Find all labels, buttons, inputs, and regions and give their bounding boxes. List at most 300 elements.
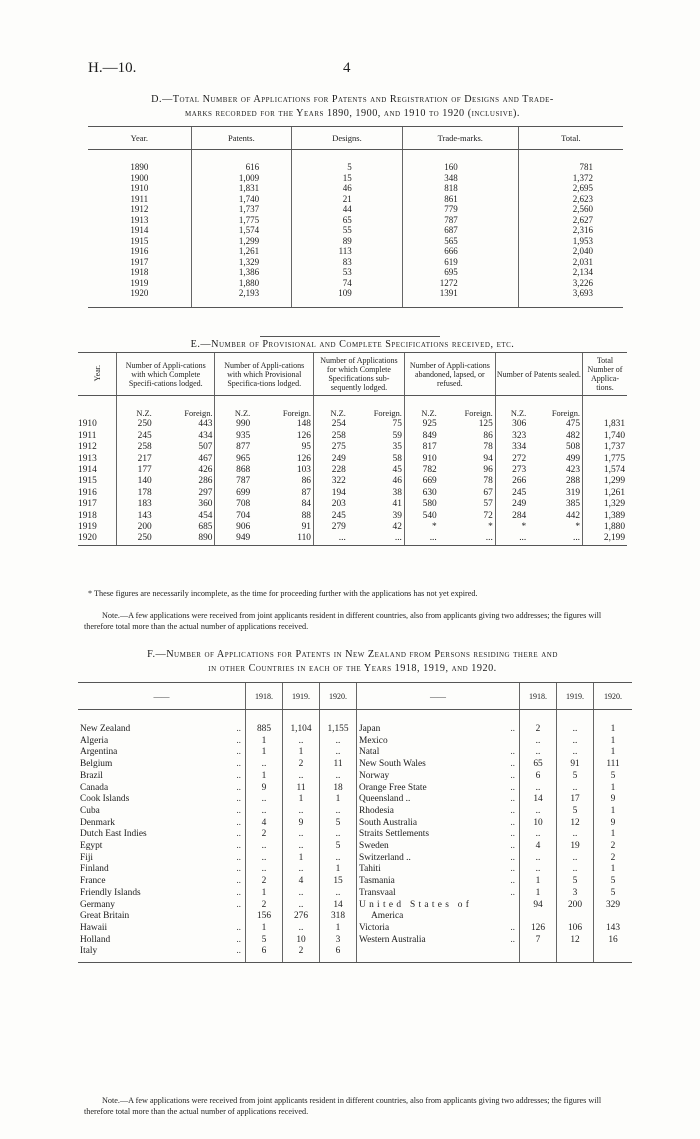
value-cell: 580 xyxy=(404,499,438,510)
value-cell: 1 xyxy=(594,710,633,736)
value-cell: 322 xyxy=(313,476,347,487)
value-cell: 817 xyxy=(404,442,438,453)
value-cell: 275 xyxy=(313,442,347,453)
leader-dots: .. xyxy=(236,852,241,863)
value-cell: ... xyxy=(348,533,405,545)
leader-dots xyxy=(223,911,246,923)
value-cell: 75 xyxy=(392,419,402,430)
leader-dots: .. xyxy=(236,782,241,793)
designs-cell: 21 xyxy=(292,194,403,205)
leader-dots: .. xyxy=(236,794,241,805)
section-e-note: Note.—A few applications were received from joint applicants resident in different countries, also from applicants giving two addresses; the figures will therefore total more than the actual number of applications received. xyxy=(84,611,602,631)
leader-dots: .. xyxy=(236,934,241,945)
table-row xyxy=(357,806,633,818)
value-cell: 12 xyxy=(557,818,594,830)
trademarks-cell: 779 xyxy=(402,204,518,215)
value-cell: 95 xyxy=(301,442,311,453)
col-sealed: Number of Patents sealed. xyxy=(495,353,582,396)
value-cell: 106 xyxy=(557,923,594,935)
value-cell: 910 xyxy=(404,454,438,465)
trademarks-cell: 861 xyxy=(402,194,518,205)
year-cell: 1910 xyxy=(130,183,149,193)
country-name: United States of xyxy=(359,899,473,910)
col-total-applications: Total Number of Applica-tions. xyxy=(583,353,628,396)
table-f-left-header xyxy=(78,683,356,710)
value-cell: 3 xyxy=(557,888,594,900)
leader-dots: .. xyxy=(236,817,241,828)
leader-dots: .. xyxy=(236,841,241,852)
table-row xyxy=(78,771,356,783)
value-cell: 1 xyxy=(246,888,283,900)
table-row xyxy=(357,923,633,935)
value-cell: 507 xyxy=(198,442,213,453)
value-cell: 475 xyxy=(565,419,580,430)
value-cell: .. xyxy=(520,829,557,841)
value-cell: 84 xyxy=(301,499,311,510)
table-row xyxy=(357,818,633,830)
total-cell: 2,031 xyxy=(518,257,623,268)
trademarks-cell: 348 xyxy=(402,173,518,184)
year-cell: 1913 xyxy=(78,453,97,464)
designs-cell: 15 xyxy=(292,173,403,184)
patents-cell: 1,386 xyxy=(191,267,292,278)
table-row xyxy=(78,511,627,522)
value-cell: .. xyxy=(283,888,320,900)
col-designs: Designs. xyxy=(292,127,403,150)
value-cell: * xyxy=(404,522,438,533)
table-row xyxy=(78,818,356,830)
country-name: South Australia xyxy=(359,817,418,828)
section-d-title-line1: D.—Total Number of Applications for Patents and Registration of Designs and Trade- xyxy=(151,94,554,105)
value-cell: 5 xyxy=(594,888,633,900)
country-name: Hawaii xyxy=(80,922,108,933)
value-cell: 334 xyxy=(495,442,528,453)
value-cell: 194 xyxy=(313,488,347,499)
value-cell: 868 xyxy=(215,465,252,476)
value-cell: 245 xyxy=(495,488,528,499)
country-name: Rhodesia xyxy=(359,805,394,816)
value-cell: .. xyxy=(246,759,283,771)
section-f-title-line1: F.—Number of Applications for Patents in New Zealand from Persons residing there and xyxy=(147,649,558,660)
col-complete-specs: Number of Appli-cations with which Complete Specifi-cations lodged. xyxy=(117,353,215,396)
value-cell: 18 xyxy=(320,783,357,795)
value-cell: 454 xyxy=(198,510,213,521)
value-cell: 45 xyxy=(392,465,402,476)
value-cell: 46 xyxy=(392,476,402,487)
value-cell: 699 xyxy=(215,488,252,499)
value-cell: 965 xyxy=(215,454,252,465)
table-row xyxy=(78,476,627,487)
value-cell: 183 xyxy=(117,499,154,510)
country-name: Finland xyxy=(80,864,109,875)
value-cell: 885 xyxy=(246,710,283,736)
designs-cell: 65 xyxy=(292,215,403,226)
trademarks-cell: 619 xyxy=(402,257,518,268)
value-cell: 12 xyxy=(557,935,594,947)
country-name: Dutch East Indies xyxy=(80,829,147,840)
value-cell xyxy=(557,946,594,962)
table-row xyxy=(357,747,633,759)
patents-cell: 1,299 xyxy=(191,236,292,247)
designs-cell: 74 xyxy=(292,278,403,289)
leader-dots: .. xyxy=(236,899,241,910)
value-cell: 323 xyxy=(495,431,528,442)
table-row xyxy=(357,853,633,865)
value-cell: .. xyxy=(557,829,594,841)
country-name xyxy=(357,946,506,962)
sub-nz: N.Z. xyxy=(117,396,154,420)
total-cell: 1,372 xyxy=(518,173,623,184)
value-cell: 41 xyxy=(392,499,402,510)
value-cell xyxy=(520,911,557,923)
value-cell: 508 xyxy=(565,442,580,453)
year-cell: 1900 xyxy=(130,172,149,183)
table-row xyxy=(88,257,623,268)
value-cell: 250 xyxy=(117,419,154,430)
value-cell: 125 xyxy=(478,419,493,430)
value-cell: 5 xyxy=(594,771,633,783)
value-cell: 423 xyxy=(565,465,580,476)
value-cell: 4 xyxy=(283,876,320,888)
value-cell: 38 xyxy=(392,487,402,498)
leader-dots xyxy=(505,736,519,748)
sub-nz: N.Z. xyxy=(404,396,438,420)
country-name: New South Wales xyxy=(359,759,426,770)
value-cell: .. xyxy=(320,771,357,783)
value-cell: .. xyxy=(557,864,594,876)
value-cell: 258 xyxy=(117,442,154,453)
value-cell: 2 xyxy=(246,900,283,912)
table-row xyxy=(78,783,356,795)
table-d-header xyxy=(88,127,623,150)
value-cell: .. xyxy=(557,783,594,795)
year-cell: 1911 xyxy=(78,430,97,441)
value-cell: 669 xyxy=(404,476,438,487)
value-cell: 6 xyxy=(246,946,283,962)
leader-dots: .. xyxy=(236,724,241,734)
sub-foreign: Foreign. xyxy=(551,409,580,418)
value-cell: 67 xyxy=(483,487,493,498)
value-cell: 91 xyxy=(301,522,311,533)
designs-cell: 89 xyxy=(292,236,403,247)
total-cell: 1,574 xyxy=(583,465,628,476)
value-cell: 1 xyxy=(246,923,283,935)
value-cell: 685 xyxy=(198,522,213,533)
value-cell: 1 xyxy=(594,864,633,876)
trademarks-cell: 1391 xyxy=(402,288,518,307)
value-cell: 1 xyxy=(594,829,633,841)
table-row xyxy=(88,183,623,194)
sub-foreign: Foreign. xyxy=(464,409,493,418)
table-row xyxy=(88,236,623,247)
value-cell: 5 xyxy=(246,935,283,947)
value-cell: 42 xyxy=(392,522,402,533)
leader-dots: .. xyxy=(236,876,241,887)
value-cell: 3 xyxy=(320,935,357,947)
value-cell: 5 xyxy=(557,771,594,783)
col-trademarks: Trade-marks. xyxy=(402,127,518,150)
table-f-right-header xyxy=(357,683,633,710)
section-e-title: E.—Number of Provisional and Complete Specifications received, etc. xyxy=(190,339,515,350)
leader-dots: .. xyxy=(510,747,515,758)
value-cell: 6 xyxy=(520,771,557,783)
year-cell: 1912 xyxy=(78,442,97,453)
table-row xyxy=(88,173,623,184)
leader-dots: .. xyxy=(510,852,515,863)
country-name: Western Australia xyxy=(359,934,426,945)
table-row xyxy=(88,288,623,307)
year-cell: 1920 xyxy=(88,288,191,307)
section-e-footnote: * These figures are necessarily incomplete, as the time for proceeding further with the applications has not yet expired. xyxy=(88,589,478,598)
table-row xyxy=(78,935,356,947)
table-row xyxy=(88,150,623,173)
value-cell: 787 xyxy=(215,476,252,487)
year-cell: 1919 xyxy=(130,277,149,288)
leader-dots xyxy=(505,900,519,912)
leader-dots: .. xyxy=(236,747,241,758)
value-cell: 103 xyxy=(296,465,311,476)
table-row xyxy=(78,759,356,771)
value-cell: 1 xyxy=(283,747,320,759)
value-cell: 1 xyxy=(246,771,283,783)
total-cell: 1,880 xyxy=(583,522,628,533)
value-cell: 949 xyxy=(215,533,252,545)
value-cell: 329 xyxy=(594,900,633,912)
patents-cell: 1,261 xyxy=(191,246,292,257)
leader-dots: .. xyxy=(510,934,515,945)
value-cell: 1,104 xyxy=(283,710,320,736)
section-divider xyxy=(260,336,440,337)
total-cell: 1,775 xyxy=(583,454,628,465)
leader-dots: .. xyxy=(510,770,515,781)
sub-nz: N.Z. xyxy=(313,396,347,420)
country-name: Brazil xyxy=(80,770,103,781)
value-cell: .. xyxy=(520,864,557,876)
table-row xyxy=(78,841,356,853)
table-row xyxy=(78,533,627,545)
country-name: Germany xyxy=(80,899,115,910)
value-cell: .. xyxy=(283,736,320,748)
table-row xyxy=(88,267,623,278)
value-cell: ... xyxy=(404,533,438,545)
value-cell: 86 xyxy=(301,476,311,487)
country-name: New Zealand xyxy=(80,724,131,734)
value-cell: 59 xyxy=(392,430,402,441)
sub-foreign: Foreign. xyxy=(373,409,402,418)
page-number: 4 xyxy=(343,60,351,76)
value-cell: 426 xyxy=(198,465,213,476)
designs-cell: 83 xyxy=(292,257,403,268)
value-cell: 57 xyxy=(483,499,493,510)
value-cell: 9 xyxy=(283,818,320,830)
country-name: Argentina xyxy=(80,747,118,758)
country-name: Great Britain xyxy=(80,911,130,922)
total-cell: 3,693 xyxy=(518,288,623,307)
section-f-title xyxy=(80,648,625,676)
country-name: Orange Free State xyxy=(359,782,427,793)
col-abandoned: Number of Appli-cations abandoned, lapsed, or refused. xyxy=(404,353,495,396)
value-cell: 110 xyxy=(252,533,313,545)
leader-dots: .. xyxy=(236,805,241,816)
table-row xyxy=(357,935,633,947)
leader-dots xyxy=(505,946,519,962)
leader-dots: .. xyxy=(510,864,515,875)
value-cell: * xyxy=(575,522,580,533)
value-cell xyxy=(520,946,557,962)
table-row xyxy=(78,419,627,430)
value-cell: 1 xyxy=(283,794,320,806)
section-f-title-line2: in other Countries in each of the Years 1918, 1919, and 1920. xyxy=(208,663,497,674)
table-row xyxy=(78,499,627,510)
value-cell: 5 xyxy=(320,841,357,853)
value-cell: 1 xyxy=(320,864,357,876)
blank-cell xyxy=(583,396,628,420)
designs-cell: 113 xyxy=(292,246,403,257)
value-cell: 111 xyxy=(594,759,633,771)
value-cell: 266 xyxy=(495,476,528,487)
leader-dots: .. xyxy=(236,735,241,746)
value-cell: 78 xyxy=(483,476,493,487)
value-cell: 203 xyxy=(313,499,347,510)
trademarks-cell: 565 xyxy=(402,236,518,247)
table-row xyxy=(357,911,633,923)
value-cell: 177 xyxy=(117,465,154,476)
value-cell: 297 xyxy=(198,487,213,498)
patents-cell: 1,009 xyxy=(191,173,292,184)
col-1920: 1920. xyxy=(594,683,633,710)
value-cell: 990 xyxy=(215,419,252,430)
table-row xyxy=(357,864,633,876)
patents-cell: 2,193 xyxy=(191,288,292,307)
value-cell: 286 xyxy=(198,476,213,487)
value-cell: ... xyxy=(528,533,582,545)
value-cell: 11 xyxy=(283,783,320,795)
year-cell: 1911 xyxy=(130,193,149,204)
value-cell: 2 xyxy=(246,829,283,841)
year-cell: 1918 xyxy=(78,510,97,521)
section-d-title-line2: marks recorded for the Years 1890, 1900, and 1910 to 1920 (inclusive). xyxy=(185,108,520,119)
section-d-title xyxy=(80,93,625,121)
value-cell: 9 xyxy=(246,783,283,795)
value-cell: 94 xyxy=(483,453,493,464)
table-row xyxy=(88,246,623,257)
year-cell: 1912 xyxy=(130,204,149,214)
value-cell: .. xyxy=(520,736,557,748)
value-cell: .. xyxy=(283,900,320,912)
table-row xyxy=(357,710,633,736)
year-cell: 1917 xyxy=(130,256,149,267)
value-cell: 2 xyxy=(594,841,633,853)
total-cell: 2,623 xyxy=(518,194,623,205)
sub-foreign: Foreign. xyxy=(282,409,311,418)
value-cell: .. xyxy=(246,806,283,818)
country-name: Holland xyxy=(80,934,111,945)
designs-cell: 44 xyxy=(292,204,403,215)
col-country: —— xyxy=(78,683,246,710)
year-cell: 1915 xyxy=(130,235,149,246)
value-cell: .. xyxy=(283,923,320,935)
total-cell: 1,299 xyxy=(583,476,628,487)
table-row xyxy=(78,876,356,888)
table-row xyxy=(357,783,633,795)
total-cell: 1,737 xyxy=(583,442,628,453)
leader-dots: .. xyxy=(510,829,515,840)
patents-cell: 1,880 xyxy=(191,278,292,289)
value-cell: 14 xyxy=(520,794,557,806)
value-cell: .. xyxy=(557,736,594,748)
report-code: H.—10. xyxy=(88,60,137,76)
value-cell: 249 xyxy=(495,499,528,510)
value-cell: * xyxy=(488,522,493,533)
leader-dots: .. xyxy=(236,829,241,840)
value-cell: 849 xyxy=(404,431,438,442)
table-row xyxy=(357,900,633,912)
designs-cell: 109 xyxy=(292,288,403,307)
country-name: Denmark xyxy=(80,817,115,828)
value-cell: .. xyxy=(283,864,320,876)
table-row xyxy=(357,888,633,900)
leader-dots: .. xyxy=(510,805,515,816)
value-cell: 482 xyxy=(565,430,580,441)
value-cell: .. xyxy=(320,888,357,900)
leader-dots: .. xyxy=(236,887,241,898)
leader-dots: .. xyxy=(510,794,515,805)
table-f-right xyxy=(356,682,632,963)
value-cell: 245 xyxy=(313,511,347,522)
table-row xyxy=(88,204,623,215)
value-cell: .. xyxy=(246,841,283,853)
table-row xyxy=(78,829,356,841)
value-cell: 2 xyxy=(283,946,320,962)
leader-dots: .. xyxy=(236,922,241,933)
country-name: Tahiti xyxy=(359,864,381,875)
value-cell: 17 xyxy=(557,794,594,806)
value-cell: 499 xyxy=(565,453,580,464)
value-cell: 143 xyxy=(594,923,633,935)
value-cell: 250 xyxy=(117,533,154,545)
value-cell: .. xyxy=(557,747,594,759)
table-e xyxy=(78,352,627,546)
country-name: Mexico xyxy=(359,735,388,746)
value-cell: 96 xyxy=(483,465,493,476)
country-name: America xyxy=(371,911,404,922)
year-cell: 1913 xyxy=(130,214,149,225)
leader-dots xyxy=(505,911,519,923)
table-row xyxy=(78,911,356,923)
leader-dots: .. xyxy=(510,724,515,734)
total-cell: 1,831 xyxy=(583,419,628,430)
year-cell: 1910 xyxy=(78,419,97,430)
table-row xyxy=(78,431,627,442)
value-cell: 126 xyxy=(296,430,311,441)
value-cell xyxy=(594,946,633,962)
total-cell: 1,261 xyxy=(583,488,628,499)
value-cell: 925 xyxy=(404,419,438,430)
value-cell: 306 xyxy=(495,419,528,430)
leader-dots: .. xyxy=(510,782,515,793)
value-cell: 87 xyxy=(301,487,311,498)
trademarks-cell: 1272 xyxy=(402,278,518,289)
col-provisional-specs: Number of Appli-cations with which Provisional Specifica-tions lodged. xyxy=(215,353,313,396)
value-cell: 9 xyxy=(594,818,633,830)
table-row xyxy=(78,710,356,736)
value-cell: 9 xyxy=(594,794,633,806)
table-row xyxy=(78,465,627,476)
country-name: Italy xyxy=(78,946,223,962)
sub-foreign: Foreign. xyxy=(184,409,213,418)
section-f-note: Note.—A few applications were received from joint applicants resident in different countries, also from applicants giving two addresses; the figures will therefore total more than the actual number of applications received. xyxy=(84,1096,602,1116)
value-cell: 156 xyxy=(246,911,283,923)
